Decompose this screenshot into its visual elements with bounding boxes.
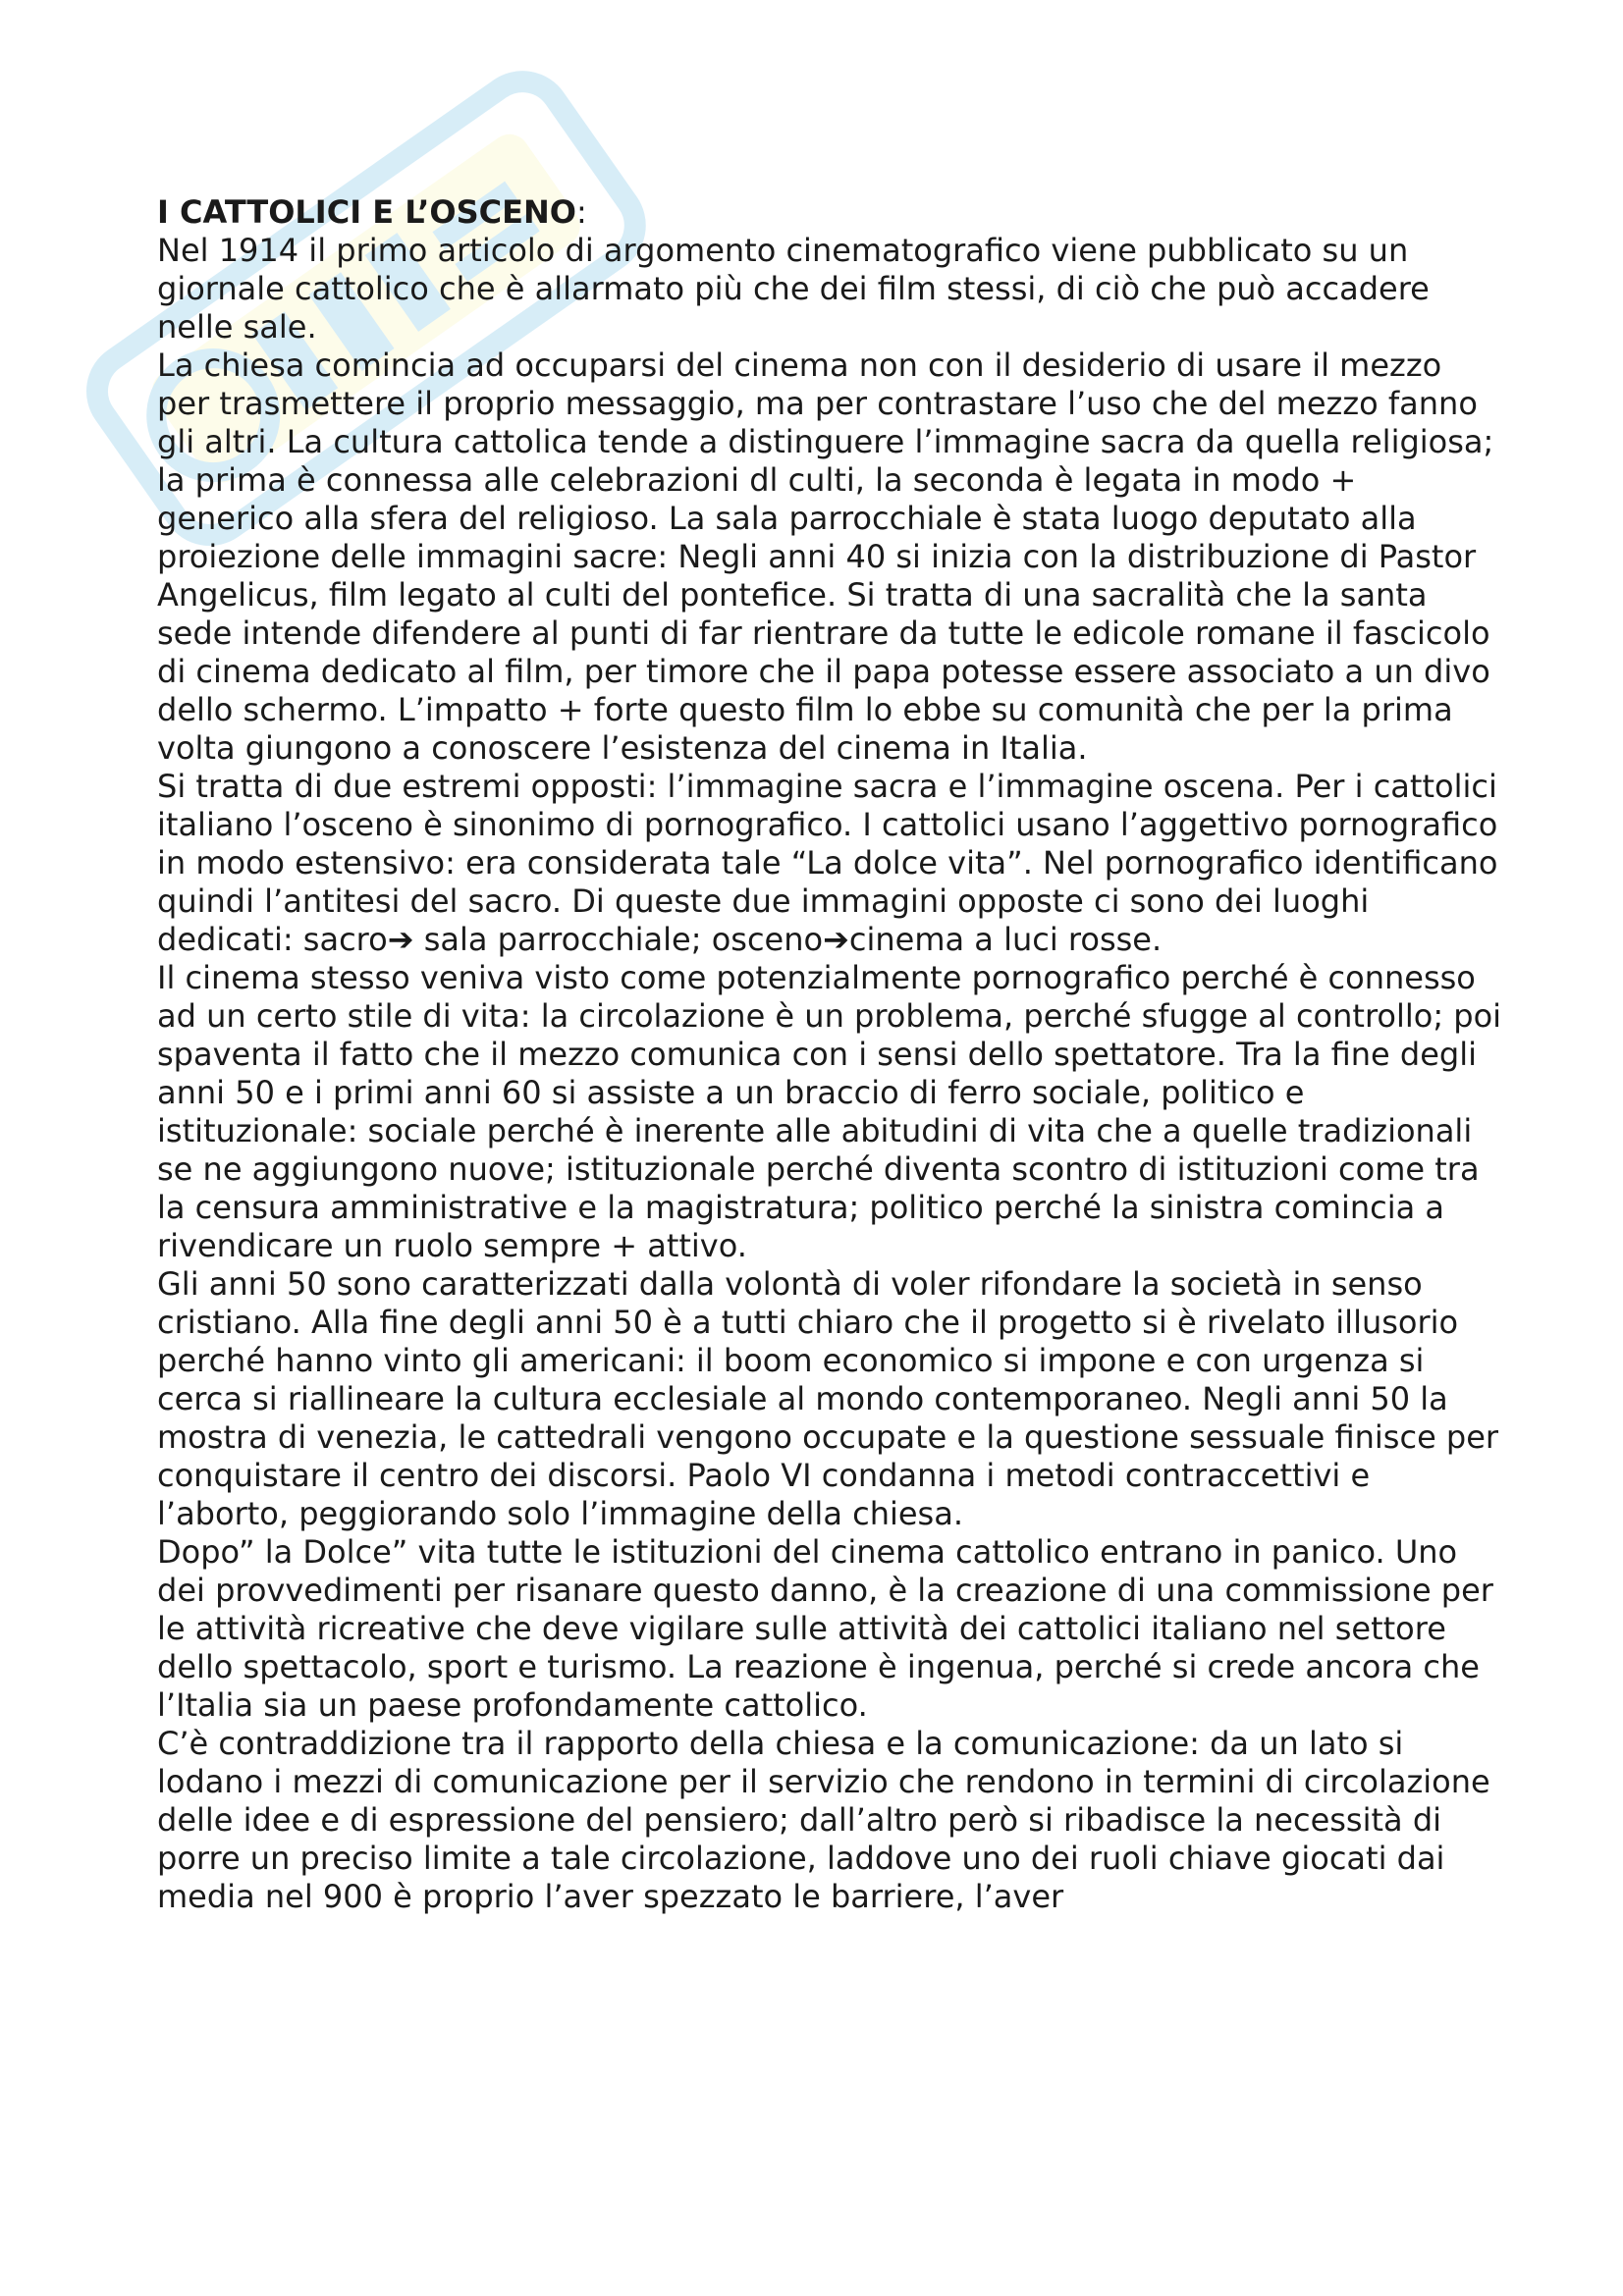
paragraph-3-text-middle: sala parrocchiale; osceno [413,921,824,958]
paragraph-3-text-before: Si tratta di due estremi opposti: l’immagine sacra e l’immagine oscena. Per i cattolici italiano l’osceno è sinonimo di pornografico. I cattolici usano l’aggettivo pornografico in modo estensivo: era considerata tale “La dolce vita”. Nel pornografico identificano quindi l’antitesi del sacro. Di queste due immagini opposte ci sono dei luoghi dedicati: sacro [157,768,1498,958]
arrow-right-icon: ➔ [387,921,414,958]
paragraph-3-text-after: cinema a luci rosse. [848,921,1163,958]
paragraph-6: Dopo” la Dolce” vita tutte le istituzioni del cinema cattolico entrano in panico. Uno dei provvedimenti per risanare questo danno, è la creazione di una commissione per le attività ricreative che deve vigilare sulle attività dei cattolici italiano nel settore dello spettacolo, sport e turismo. La reazione è ingenua, perché si crede ancora che l’Italia sia un paese profondamente cattolico. [157,1533,1493,1724]
paragraph-1: Nel 1914 il primo articolo di argomento cinematografico viene pubblicato su un giornale cattolico che è allarmato più che dei film stessi, di ciò che può accadere nelle sale. [157,232,1430,346]
paragraph-7: C’è contraddizione tra il rapporto della chiesa e la comunicazione: da un lato si lodano i mezzi di comunicazione per il servizio che rendono in termini di circolazione delle idee e di espressione del pensiero; dall’altro però si ribadisce la necessità di porre un preciso limite a tale circolazione, laddove uno dei ruoli chiave giocati dai media nel 900 è proprio l’aver spezzato le barriere, l’aver [157,1725,1490,1915]
arrow-right-icon: ➔ [823,921,849,958]
paragraph-2: La chiesa comincia ad occuparsi del cinema non con il desiderio di usare il mezzo per trasmettere il proprio messaggio, ma per contrastare l’uso che del mezzo fanno gli altri. La cultura cattolica tende a distinguere l’immagine sacra da quella religiosa; la prima è connessa alle celebrazioni dl culti, la seconda è legata in modo + generico alla sfera del religioso. La sala parrocchiale è stata luogo deputato alla proiezione delle immagini sacre: Negli anni 40 si inizia con la distribuzione di Pastor Angelicus, film legato al culti del pontefice. Si tratta di una sacralità che la santa sede intende difendere al punti di far rientrare da tutte le edicole romane il fascicolo di cinema dedicato al film, per timore che il papa potesse essere associato a un divo dello schermo. L’impatto + forte questo film lo ebbe su comunità che per la prima volta giungono a conoscere l’esistenza del cinema in Italia. [157,347,1494,767]
title-colon: : [576,193,587,231]
paragraph-3 [157,768,1502,959]
title-text: I CATTOLICI E L’OSCENO [157,193,576,231]
document-title [157,193,1502,232]
document-page [157,193,1502,1916]
paragraph-4: Il cinema stesso veniva visto come potenzialmente pornografico perché è connesso ad un certo stile di vita: la circolazione è un problema, perché sfugge al controllo; poi spaventa il fatto che il mezzo comunica con i sensi dello spettatore. Tra la fine degli anni 50 e i primi anni 60 si assiste a un braccio di ferro sociale, politico e istituzionale: sociale perché è inerente alle abitudini di vita che a quelle tradizionali se ne aggiungono nuove; istituzionale perché diventa scontro di istituzioni come tra la censura amministrative e la magistratura; politico perché la sinistra comincia a rivendicare un ruolo sempre + attivo. [157,959,1502,1264]
paragraph-5: Gli anni 50 sono caratterizzati dalla volontà di voler rifondare la società in senso cristiano. Alla fine degli anni 50 è a tutti chiaro che il progetto si è rivelato illusorio perché hanno vinto gli americani: il boom economico si impone e con urgenza si cerca si riallineare la cultura ecclesiale al mondo contemporaneo. Negli anni 50 la mostra di venezia, le cattedrali vengono occupate e la questione sessuale finisce per conquistare il centro dei discorsi. Paolo VI condanna i metodi contraccettivi e l’aborto, peggiorando solo l’immagine della chiesa. [157,1265,1499,1532]
